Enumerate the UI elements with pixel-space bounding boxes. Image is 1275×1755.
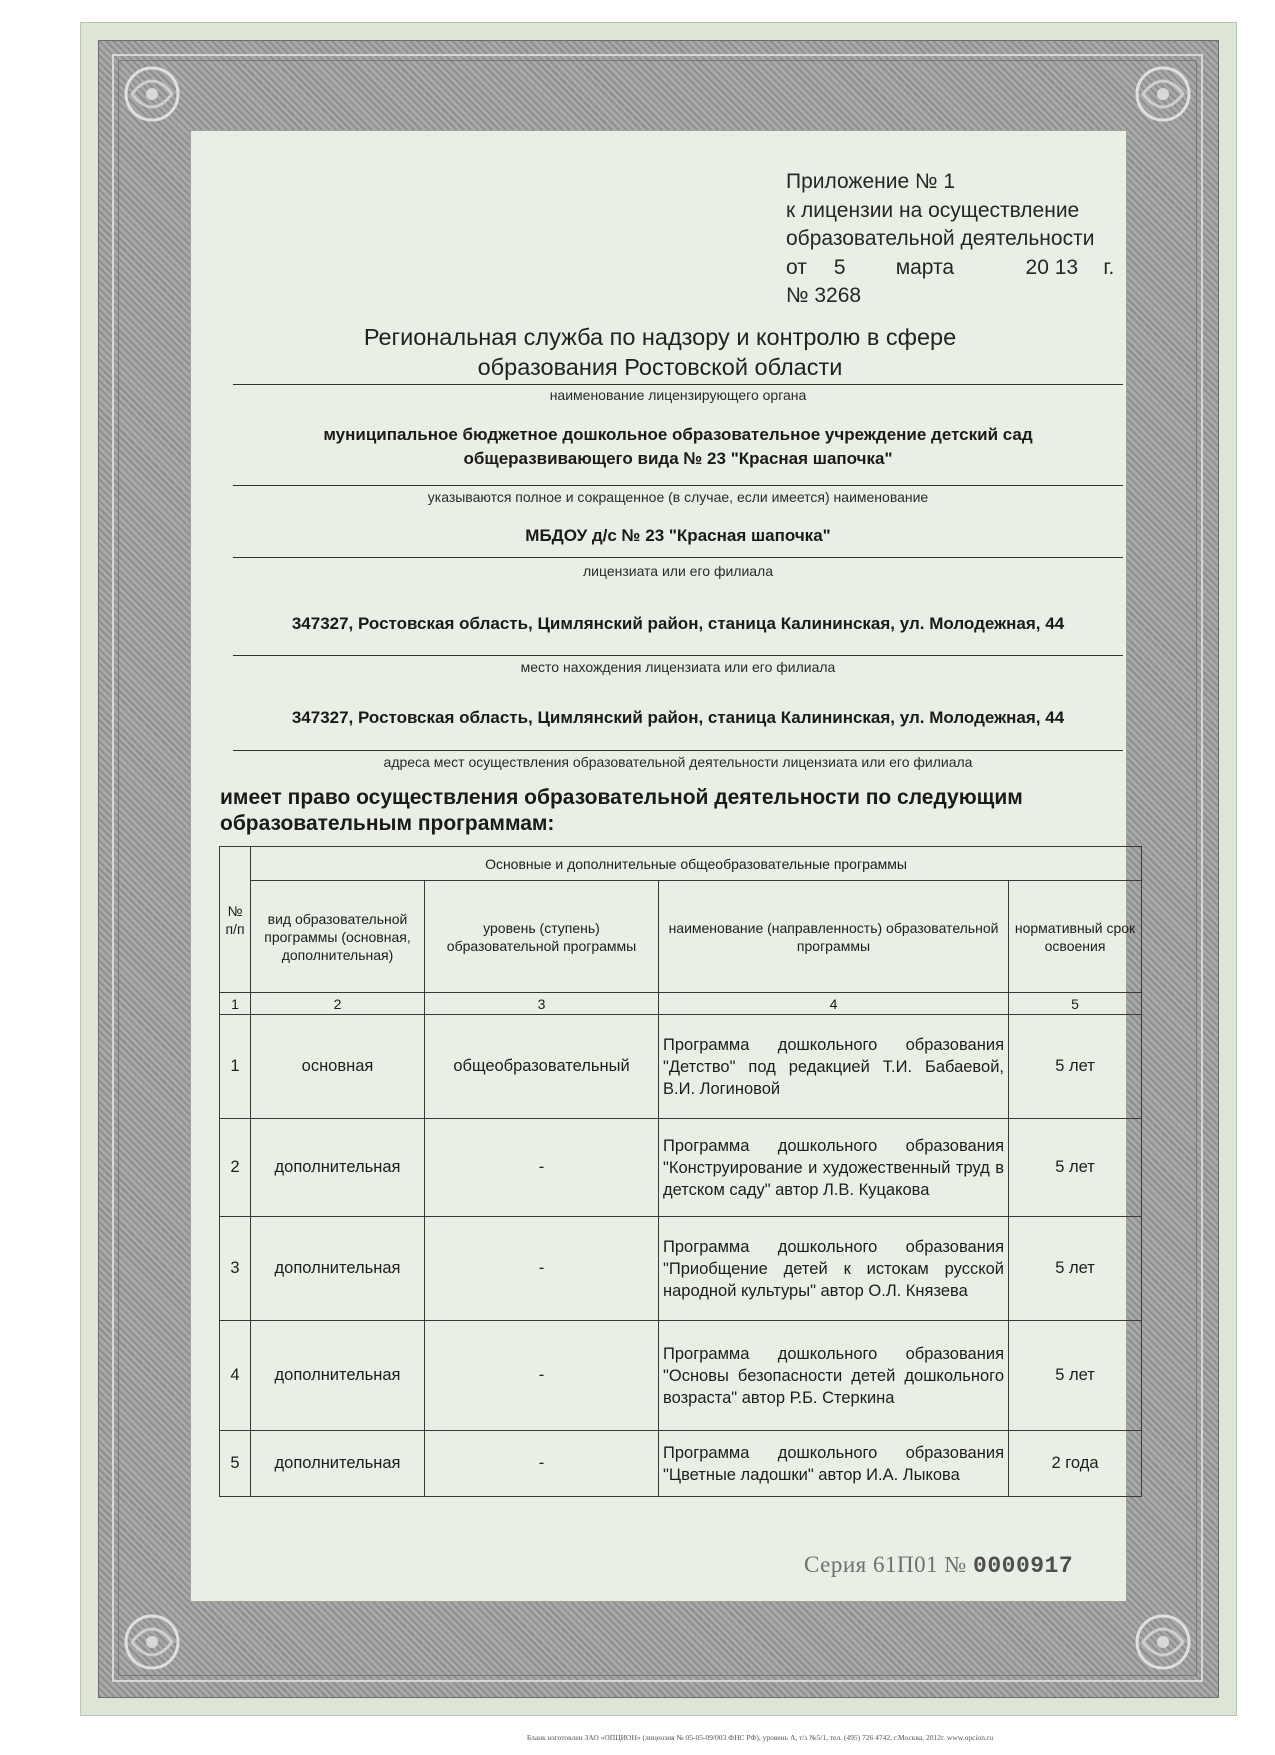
program-type: дополнительная — [251, 1217, 425, 1321]
program-term: 5 лет — [1009, 1321, 1142, 1431]
row-number: 5 — [220, 1431, 251, 1497]
licensee-location: 347327, Ростовская область, Цимлянский район, станица Калининская, ул. Молодежная, 44 — [291, 614, 1065, 633]
series-number: 0000917 — [973, 1553, 1074, 1579]
full-name-caption: указываются полное и сокращенное (в случае, если имеется) наименование — [427, 489, 929, 505]
row-number: 4 — [220, 1321, 251, 1431]
program-type: основная — [251, 1015, 425, 1119]
blank-series-number — [804, 1552, 1073, 1579]
program-name: Программа дошкольного образования "Основы безопасности детей дошкольного возраста" автор Р.Б. Стеркина — [659, 1321, 1009, 1431]
rights-line: имеет право осуществления образовательной деятельности по следующим — [220, 786, 1023, 809]
programs-table — [219, 846, 1142, 1497]
date-suffix: г. — [1103, 255, 1115, 279]
col-header-name: наименование (направленность) образовательной программы — [659, 881, 1009, 993]
ornament-icon — [120, 62, 184, 126]
date-prefix: от — [786, 255, 807, 279]
location-caption: место нахождения лицензиата или его филиала — [520, 659, 836, 675]
short-name-caption: лицензиата или его филиала — [582, 563, 774, 579]
program-level: - — [425, 1119, 659, 1217]
underline — [233, 384, 1123, 385]
underline — [233, 557, 1123, 558]
date-month: марта — [895, 255, 955, 279]
row-number: 1 — [220, 1015, 251, 1119]
program-term: 5 лет — [1009, 1119, 1142, 1217]
program-term: 5 лет — [1009, 1015, 1142, 1119]
program-level: - — [425, 1217, 659, 1321]
program-level: общеобразовательный — [425, 1015, 659, 1119]
col-header-type: вид образовательной программы (основная, дополнительная) — [251, 881, 425, 993]
date-year: 20 13 — [1025, 255, 1079, 279]
program-level: - — [425, 1321, 659, 1431]
program-name: Программа дошкольного образования "Приобщение детей к истокам русской народной культуры" автор О.Л. Князева — [659, 1217, 1009, 1321]
ornament-icon — [120, 1610, 184, 1674]
table-row — [220, 1431, 1142, 1497]
appendix-date — [786, 254, 1146, 283]
activity-caption: адреса мест осуществления образовательной деятельности лицензиата или его филиала — [383, 754, 973, 770]
column-index-row — [220, 993, 1142, 1015]
licensee-short-name: МБДОУ д/с № 23 "Красная шапочка" — [525, 526, 831, 545]
program-term: 2 года — [1009, 1431, 1142, 1497]
underline — [233, 655, 1123, 656]
program-name: Программа дошкольного образования "Детство" под редакцией Т.И. Бабаевой, В.И. Логиновой — [659, 1015, 1009, 1119]
appendix-header — [786, 168, 1146, 311]
row-number: 3 — [220, 1217, 251, 1321]
column-index: 1 — [220, 993, 251, 1015]
group-header: Основные и дополнительные общеобразовательные программы — [251, 847, 1142, 881]
col-header-number: № п/п — [220, 847, 251, 993]
licensee-full-name — [233, 423, 1123, 471]
underline — [233, 485, 1123, 486]
program-type: дополнительная — [251, 1119, 425, 1217]
column-index: 4 — [659, 993, 1009, 1015]
authority-caption: наименование лицензирующего органа — [549, 387, 807, 403]
licensee-name-line: общеразвивающего вида № 23 "Красная шапочка" — [463, 449, 893, 468]
table-row — [220, 1321, 1142, 1431]
column-index: 3 — [425, 993, 659, 1015]
row-number: 2 — [220, 1119, 251, 1217]
program-name: Программа дошкольного образования "Конструирование и художественный труд в детском саду" автор Л.В. Куцакова — [659, 1119, 1009, 1217]
table-row — [220, 1217, 1142, 1321]
table-row — [220, 1015, 1142, 1119]
authority-line: Региональная служба по надзору и контролю в сфере — [363, 324, 957, 350]
series-label: Серия 61П01 № — [804, 1552, 967, 1577]
licensing-authority — [230, 322, 1090, 382]
col-header-term: нормативный срок освоения — [1009, 881, 1142, 993]
appendix-line: Приложение № 1 — [786, 170, 956, 193]
appendix-line: к лицензии на осуществление — [786, 198, 1080, 222]
rights-heading — [220, 785, 1120, 837]
license-number: № 3268 — [786, 284, 862, 307]
appendix-line: образовательной деятельности — [786, 227, 1095, 250]
program-type: дополнительная — [251, 1431, 425, 1497]
col-header-level: уровень (ступень) образовательной программы — [425, 881, 659, 993]
program-term: 5 лет — [1009, 1217, 1142, 1321]
date-day: 5 — [833, 255, 846, 279]
program-type: дополнительная — [251, 1321, 425, 1431]
underline — [233, 750, 1123, 751]
printer-imprint: Бланк изготовлен ЗАО «ОПЦИОН» (лицензия № 05-05-09/003 ФНС РФ), уровень А, т/з №5/1, тел. (495) 726 4742, г.Москва, 2012г. www.opcion.ru — [526, 1733, 994, 1742]
activity-address: 347327, Ростовская область, Цимлянский район, станица Калининская, ул. Молодежная, 44 — [291, 708, 1065, 727]
rights-line: образовательным программам: — [220, 812, 555, 835]
column-index: 5 — [1009, 993, 1142, 1015]
table-row — [220, 1119, 1142, 1217]
authority-line: образования Ростовской области — [477, 354, 843, 380]
column-index: 2 — [251, 993, 425, 1015]
ornament-icon — [1131, 62, 1195, 126]
ornament-icon — [1131, 1610, 1195, 1674]
program-name: Программа дошкольного образования "Цветные ладошки" автор И.А. Лыкова — [659, 1431, 1009, 1497]
program-level: - — [425, 1431, 659, 1497]
licensee-name-line: муниципальное бюджетное дошкольное образовательное учреждение детский сад — [323, 425, 1033, 444]
